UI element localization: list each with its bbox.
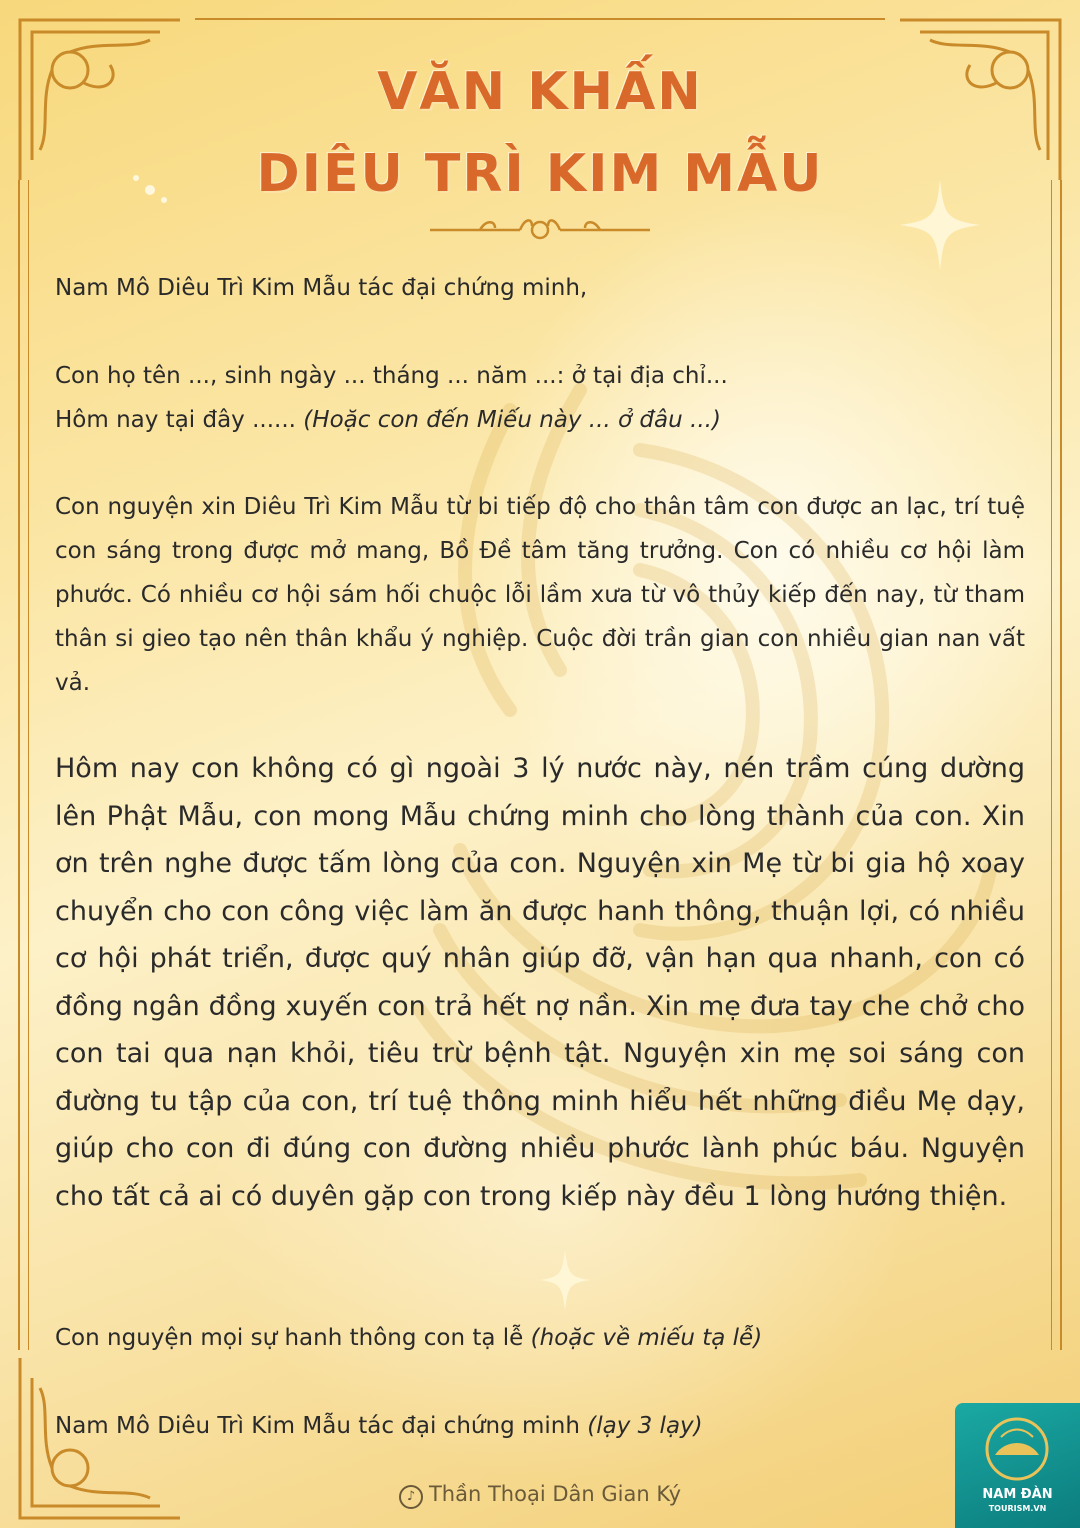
thanks-text: Con nguyện mọi sự hanh thông con tạ lễ [55, 1325, 531, 1351]
frame-left-line [18, 180, 20, 1350]
prayer-paragraph-2: Hôm nay con không có gì ngoài 3 lý nước này, nén trầm cúng dường lên Phật Mẫu, con mong Mẫu chứng minh cho lòng thành của con. Xin ơn trên nghe được tấm lòng của con. Nguyện xin Mẹ từ bi gia hộ xoay chuyển cho con công việc làm ăn được hanh thông, thuận lợi, có nhiều cơ hội phát triển, được quý nhân giúp đỡ, vận hạn qua nhanh, con có đồng ngân đồng xuyến con trả hết nợ nần. Xin mẹ đưa tay che chở cho con tai qua nạn khỏi, tiêu trừ bệnh tật. Nguyện xin mẹ soi sáng con đường tu tập của con, trí tuệ thông minh hiểu hết những điều Mẹ dạy, giúp cho con đi đúng con đường nhiều phước lành phúc báu. Nguyện cho tất cả ai có duyên gặp con trong kiếp này đều 1 lòng hướng thiện. [55, 753, 1025, 1212]
personal-info-line: Con họ tên ..., sinh ngày ... tháng ... năm ...: ở tại địa chỉ... [55, 363, 728, 389]
closing-line [55, 1404, 1025, 1448]
divider-flourish-icon [420, 212, 660, 248]
frame-left-inner-line [28, 180, 29, 1350]
credit-text: Thần Thoại Dân Gian Ký [428, 1482, 681, 1506]
frame-right-line [1060, 180, 1062, 1350]
title-line-2: DIÊU TRÌ KIM MẪU [256, 144, 824, 204]
frame-right-inner-line [1051, 180, 1052, 1350]
location-note: (Hoặc con đến Miếu này ... ở đâu ...) [303, 407, 721, 433]
sparkle-bottom-icon [540, 1250, 590, 1310]
logo-brand: NAM ĐÀN [982, 1487, 1053, 1502]
thanks-note: (hoặc về miếu tạ lễ) [530, 1325, 763, 1351]
closing-text: Nam Mô Diêu Trì Kim Mẫu tác đại chứng minh [55, 1413, 588, 1439]
thanks-line [55, 1316, 1025, 1360]
location-text: Hôm nay tại đây ...... [55, 407, 304, 433]
title-line-1: VĂN KHẤN [377, 62, 703, 122]
location-line [55, 398, 1025, 442]
music-note-icon: ♪ [399, 1485, 423, 1509]
footer-credit [0, 1482, 1080, 1509]
logo-emblem-icon [955, 1409, 1080, 1489]
frame-top-line [195, 18, 885, 20]
logo-sub: TOURISM.VN [988, 1504, 1047, 1513]
nam-dan-tourism-logo [955, 1403, 1080, 1528]
closing-note: (lạy 3 lạy) [587, 1413, 703, 1439]
invocation-line: Nam Mô Diêu Trì Kim Mẫu tác đại chứng minh, [55, 275, 588, 301]
prayer-paragraph-1: Con nguyện xin Diêu Trì Kim Mẫu từ bi tiếp độ cho thân tâm con được an lạc, trí tuệ con sáng trong được mở mang, Bồ Đề tâm tăng trưởng. Con có nhiều cơ hội làm phước. Có nhiều cơ hội sám hối chuộc lỗi lầm xưa từ vô thủy kiếp đến nay, từ tham thân si gieo tạo nên thân khẩu ý nghiệp. Cuộc đời trần gian con nhiều gian nan vất vả. [55, 494, 1025, 696]
